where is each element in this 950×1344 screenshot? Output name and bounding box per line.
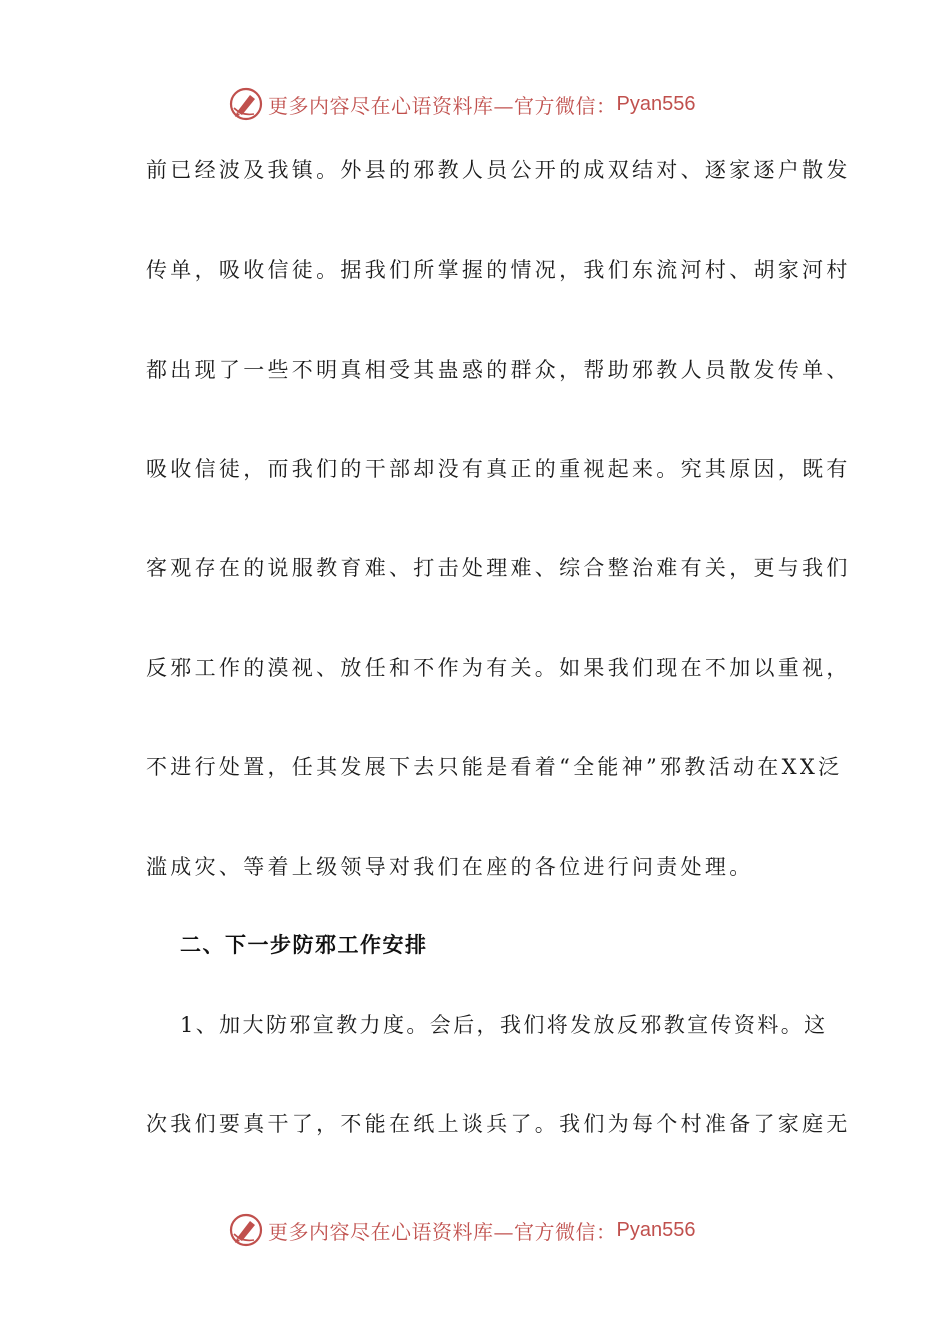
watermark-wechat-id: Pyan556 — [616, 92, 696, 115]
body-line-4: 吸收信徒，而我们的干部却没有真正的重视起来。究其原因，既有 — [146, 457, 851, 481]
body-line-2: 传单，吸收信徒。据我们所掌握的情况，我们东流河村、胡家河村 — [146, 258, 851, 282]
item-line-1: 1、加大防邪宣教力度。会后，我们将发放反邪教宣传资料。这 — [180, 1013, 828, 1037]
body-line-6: 反邪工作的漠视、放任和不作为有关。如果我们现在不加以重视， — [146, 656, 851, 680]
section-heading: 二、下一步防邪工作安排 — [180, 933, 428, 957]
watermark-text: 更多内容尽在心语资料库—官方微信： — [268, 93, 617, 118]
watermark-wechat-id: Pyan556 — [616, 1218, 696, 1241]
watermark-text: 更多内容尽在心语资料库—官方微信： — [268, 1219, 617, 1244]
body-line-1: 前已经波及我镇。外县的邪教人员公开的成双结对、逐家逐户散发 — [146, 158, 851, 182]
pen-circle-logo-icon — [228, 86, 264, 122]
body-line-3: 都出现了一些不明真相受其蛊惑的群众，帮助邪教人员散发传单、 — [146, 358, 851, 382]
body-line-8: 滥成灾、等着上级领导对我们在座的各位进行问责处理。 — [146, 855, 754, 879]
watermark-banner-top — [228, 84, 695, 124]
pen-circle-logo-icon — [228, 1212, 264, 1248]
watermark-banner-bottom — [228, 1210, 695, 1250]
item-line-2: 次我们要真干了，不能在纸上谈兵了。我们为每个村准备了家庭无 — [146, 1112, 851, 1136]
body-line-5: 客观存在的说服教育难、打击处理难、综合整治难有关，更与我们 — [146, 556, 851, 580]
body-line-7: 不进行处置，任其发展下去只能是看着“全能神”邪教活动在XX泛 — [146, 755, 843, 779]
